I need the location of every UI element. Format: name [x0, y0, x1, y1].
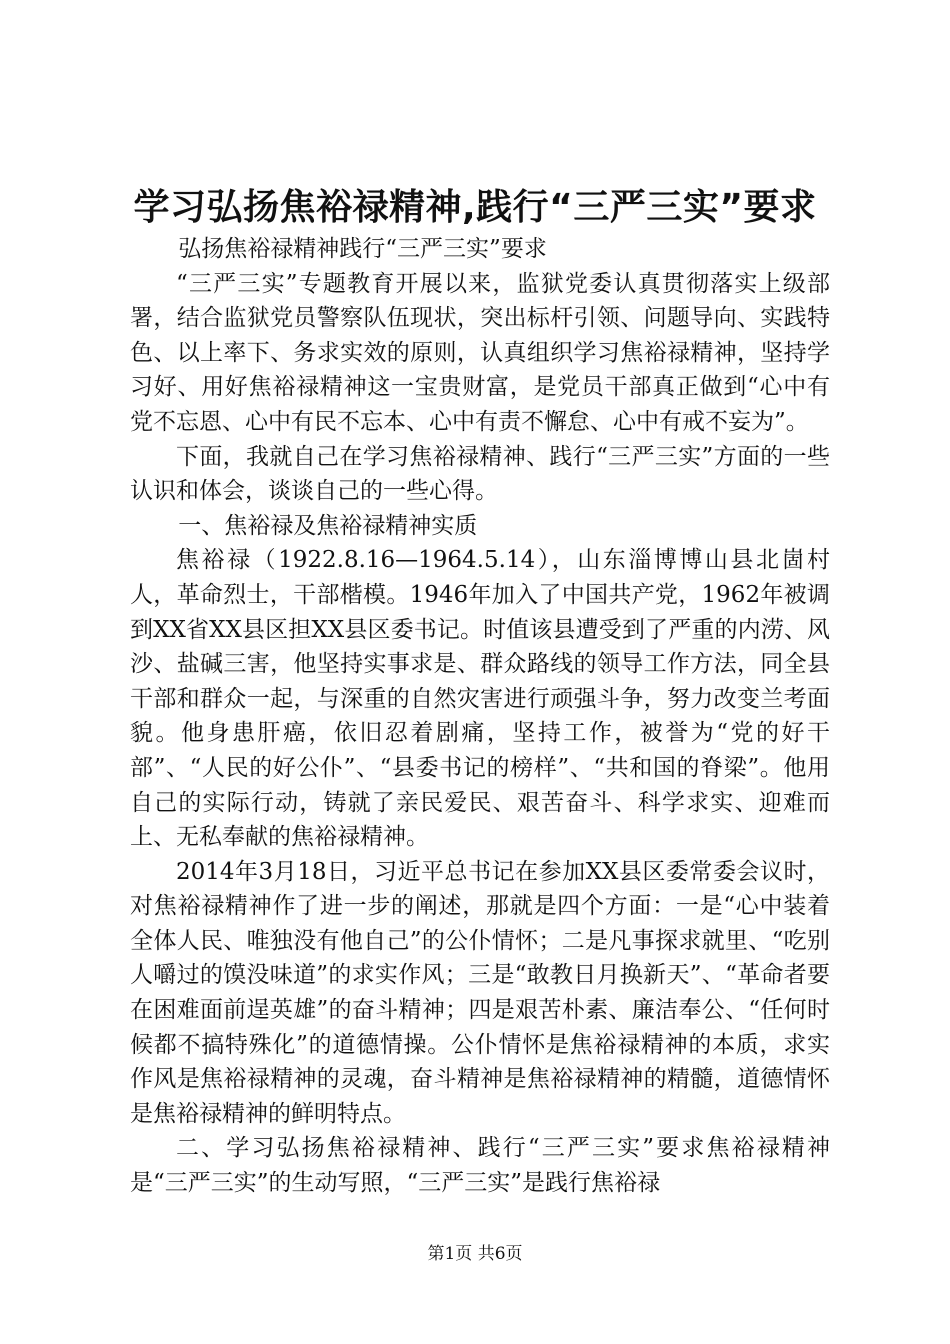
transition-paragraph: 下面，我就自己在学习焦裕禄精神、践行“三严三实”方面的一些认识和体会，谈谈自己的一些心得。	[130, 443, 830, 505]
biography-paragraph: 焦裕禄（1922.8.16—1964.5.14），山东淄博博山县北崮村人，革命烈士，干部楷模。1946年加入了中国共产党，1962年被调到XX省XX县区担XX县区委书记。时值该县遭受到了严重的内涝、风沙、盐碱三害，他坚持实事求是、群众路线的领导工作方法，同全县干部和群众一起，与深重的自然灾害进行顽强斗争，努力改变兰考面貌。他身患肝癌，依旧忍着剧痛，坚持工作，被誉为“党的好干部”、“人民的好公仆”、“县委书记的榜样”、“共和国的脊梁”。他用自己的实际行动，铸就了亲民爱民、艰苦奋斗、科学求实、迎难而上、无私奉献的焦裕禄精神。	[130, 547, 830, 851]
section-heading-1: 一、焦裕禄及焦裕禄精神实质	[178, 512, 478, 539]
page-footer: 第1页 共6页	[427, 1244, 523, 1264]
subtitle-paragraph: 弘扬焦裕禄精神践行“三严三实”要求	[178, 236, 547, 262]
section-heading-2: 二、学习弘扬焦裕禄精神、践行“三严三实”要求焦裕禄精神是“三严三实”的生动写照，“三严三实”是践行焦裕禄	[130, 1135, 830, 1197]
document-title: 学习弘扬焦裕禄精神,践行“三严三实”要求	[133, 187, 817, 228]
intro-paragraph: “三严三实”专题教育开展以来，监狱党委认真贯彻落实上级部署，结合监狱党员警察队伍现状，突出标杆引领、问题导向、实践特色、以上率下、务求实效的原则，认真组织学习焦裕禄精神，坚持学习好、用好焦裕禄精神这一宝贵财富，是党员干部真正做到“心中有党不忘恩、心中有民不忘本、心中有责不懈怠、心中有戒不妄为”。	[130, 270, 830, 435]
document-body	[130, 232, 830, 1201]
speech-paragraph: 2014年3月18日，习近平总书记在参加XX县区委常委会议时，对焦裕禄精神作了进一步的阐述，那就是四个方面：一是“心中装着全体人民、唯独没有他自己”的公仆情怀；二是凡事探求就里、“吃别人嚼过的馍没味道”的求实作风；三是“敢教日月换新天”、“革命者要在困难面前逞英雄”的奋斗精神；四是艰苦朴素、廉洁奉公、“任何时候都不搞特殊化”的道德情操。公仆情怀是焦裕禄精神的本质，求实作风是焦裕禄精神的灵魂，奋斗精神是焦裕禄精神的精髓，道德情怀是焦裕禄精神的鲜明特点。	[130, 858, 830, 1127]
